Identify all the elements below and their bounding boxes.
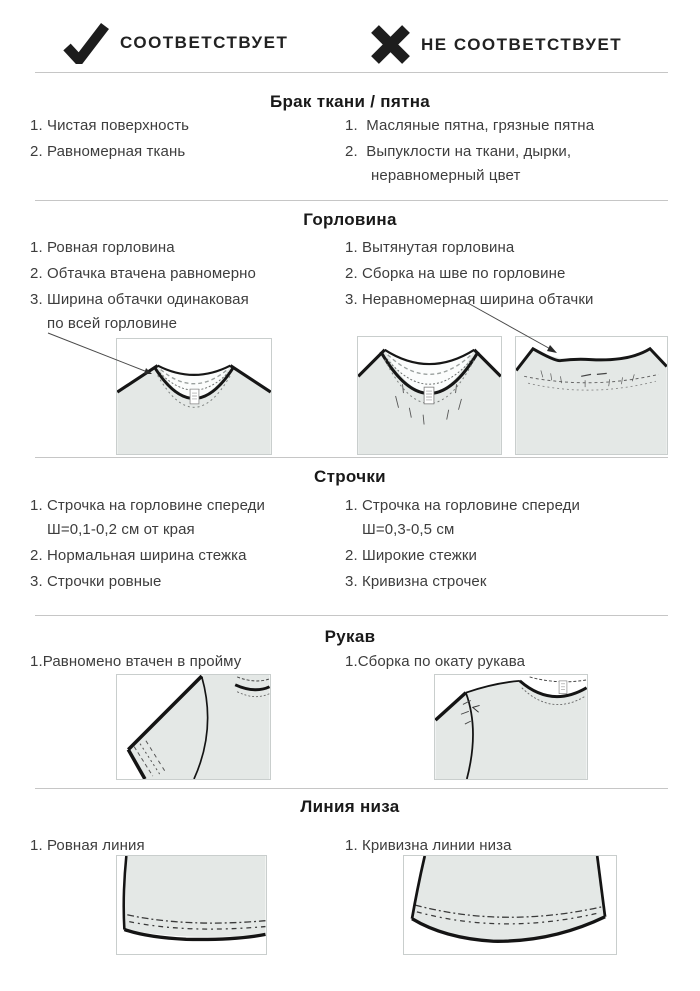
- section-divider: [35, 457, 668, 458]
- fail-legend-label: НЕ СООТВЕТСТВУЕТ: [421, 34, 623, 54]
- criteria-item: [345, 570, 665, 594]
- criteria-item: [30, 288, 330, 336]
- criteria-line: 1. Чистая поверхность: [30, 117, 190, 134]
- criteria-line: 1. Строчка на горловине спереди: [345, 497, 581, 514]
- criteria-line: Ш=0,3-0,5 см: [362, 521, 455, 538]
- pass-criteria-list: [30, 114, 330, 166]
- criteria-line: 1. Кривизна линии низа: [345, 837, 512, 854]
- criteria-item: [30, 570, 330, 594]
- pass-criteria-list: [30, 650, 330, 676]
- bad-neckline-image-2: [515, 336, 668, 455]
- criteria-line: 3. Кривизна строчек: [345, 573, 487, 590]
- criteria-line: неравномерный цвет: [371, 167, 521, 184]
- bad-hem-image: [403, 855, 617, 955]
- legend-pass: [63, 22, 288, 64]
- section-divider: [35, 200, 668, 201]
- criteria-item: [345, 494, 665, 542]
- criteria-item: [30, 262, 330, 286]
- bad-sleeve-image: [434, 674, 588, 780]
- criteria-item: [30, 544, 330, 568]
- criteria-item: [345, 544, 665, 568]
- even-neckline-illustration: [117, 339, 271, 454]
- criteria-line: 3. Неравномерная ширина обтачки: [345, 291, 594, 308]
- x-icon: [370, 24, 411, 65]
- gathered-sleeve-illustration: [435, 675, 587, 779]
- bad-neckline-image-1: [357, 336, 502, 455]
- criteria-line: 2. Широкие стежки: [345, 547, 477, 564]
- criteria-line: 3. Строчки ровные: [30, 573, 162, 590]
- section-title-neckline: Горловина: [303, 210, 397, 229]
- criteria-item: [345, 288, 665, 312]
- criteria-line: 1.Равномено втачен в пройму: [30, 653, 242, 670]
- criteria-item: [345, 262, 665, 286]
- criteria-line: 2. Выпуклости на ткани, дырки,: [345, 143, 572, 160]
- checkmark-icon: [63, 22, 109, 64]
- curved-hem-illustration: [404, 856, 616, 954]
- section-divider: [35, 615, 668, 616]
- criteria-item: [30, 114, 330, 138]
- legend-fail: [370, 24, 622, 65]
- criteria-item: [30, 494, 330, 542]
- criteria-item: [30, 236, 330, 260]
- good-sleeve-image: [116, 674, 271, 780]
- pass-legend-label: СООТВЕТСТВУЕТ: [120, 33, 289, 52]
- good-neckline-image: [116, 338, 272, 455]
- stretched-neckline-illustration: [358, 337, 501, 454]
- straight-hem-illustration: [117, 856, 266, 954]
- section-title-sleeve: Рукав: [324, 627, 376, 646]
- criteria-item: [30, 140, 330, 164]
- fail-criteria-list: [345, 114, 665, 190]
- section-divider: [35, 72, 668, 73]
- section-divider: [35, 788, 668, 789]
- fail-criteria-list: [345, 494, 665, 596]
- good-hem-image: [116, 855, 267, 955]
- fail-criteria-list: [345, 236, 665, 314]
- even-sleeve-illustration: [117, 675, 270, 779]
- criteria-line: 1. Вытянутая горловина: [345, 239, 515, 256]
- fail-criteria-list: [345, 650, 665, 676]
- criteria-line: 1. Ровная линия: [30, 837, 145, 854]
- criteria-item: [30, 650, 330, 674]
- criteria-line: 2. Равномерная ткань: [30, 143, 186, 160]
- pass-criteria-list: [30, 494, 330, 596]
- criteria-line: 1. Ровная горловина: [30, 239, 175, 256]
- criteria-line: 1.Сборка по окату рукава: [345, 653, 526, 670]
- criteria-line: Ш=0,1-0,2 см от края: [47, 521, 195, 538]
- criteria-line: 1. Строчка на горловине спереди: [30, 497, 266, 514]
- section-title-fabric-defects: Брак ткани / пятна: [269, 92, 431, 111]
- criteria-line: по всей горловине: [47, 315, 178, 332]
- criteria-line: 2. Сборка на шве по горловине: [345, 265, 566, 282]
- pass-criteria-list: [30, 236, 330, 338]
- section-title-hem: Линия низа: [300, 797, 400, 816]
- criteria-line: 2. Нормальная ширина стежка: [30, 547, 247, 564]
- criteria-line: 2. Обтачка втачена равномерно: [30, 265, 256, 282]
- criteria-line: 1. Масляные пятна, грязные пятна: [345, 117, 595, 134]
- section-title-stitches: Строчки: [314, 467, 386, 486]
- criteria-line: 3. Ширина обтачки одинаковая: [30, 291, 249, 308]
- criteria-item: [345, 114, 665, 138]
- criteria-item: [345, 650, 665, 674]
- criteria-item: [345, 236, 665, 260]
- criteria-item: [345, 140, 665, 188]
- uneven-binding-illustration: [516, 337, 667, 454]
